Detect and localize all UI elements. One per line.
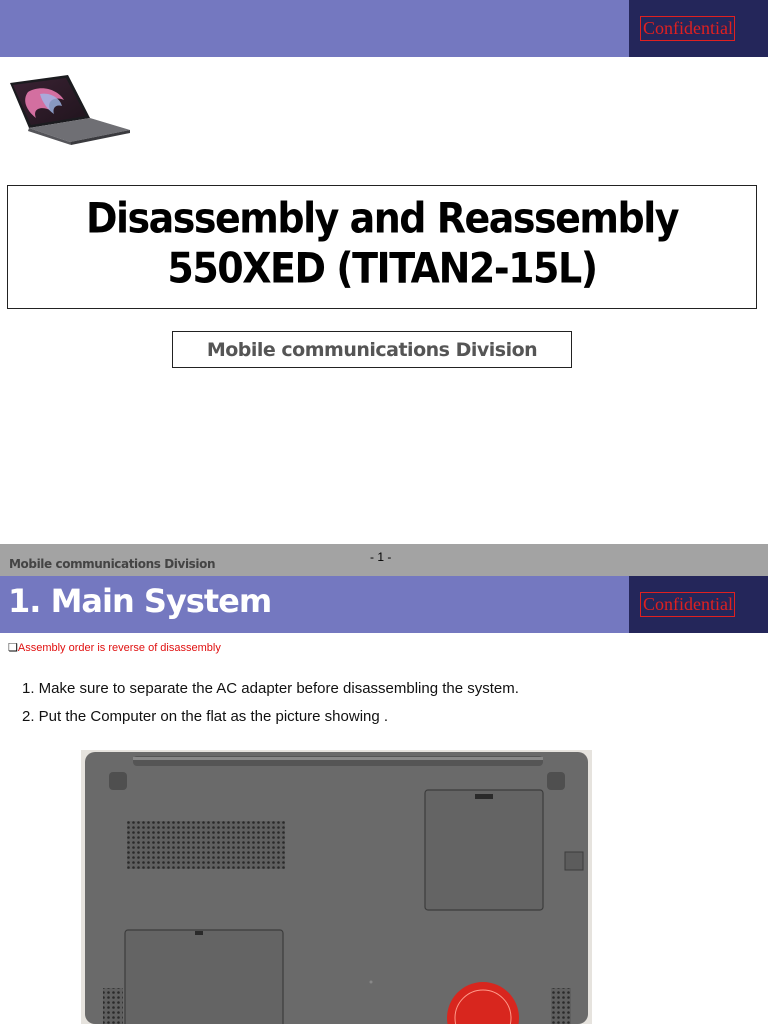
section-header-bar xyxy=(0,576,629,633)
confidential-label: Confidential xyxy=(640,16,735,41)
footer-division: Mobile communications Division xyxy=(9,557,216,571)
document-title: Disassembly and Reassembly xyxy=(85,193,679,243)
model-title: 550XED (TITAN2-15L) xyxy=(167,243,597,293)
section-title: 1. Main System xyxy=(8,582,272,620)
note-text: Assembly order is reverse of disassembly xyxy=(17,642,221,654)
step-list xyxy=(22,680,519,736)
confidential-badge-2 xyxy=(629,576,768,633)
confidential-label-2: Confidential xyxy=(640,592,735,617)
laptop-image xyxy=(6,72,132,148)
checkbox-bullet-icon: ❏ xyxy=(8,642,18,654)
assembly-note xyxy=(8,641,221,654)
laptop-bottom-photo xyxy=(81,750,592,1024)
header-bar xyxy=(0,0,629,57)
confidential-badge xyxy=(629,0,768,57)
step-item: 1. Make sure to separate the AC adapter before disassembling the system. xyxy=(22,680,519,697)
division-box xyxy=(172,331,572,368)
title-box xyxy=(7,185,757,309)
division-label: Mobile communications Division xyxy=(206,339,538,361)
step-item: 2. Put the Computer on the flat as the picture showing . xyxy=(22,708,389,725)
page-footer xyxy=(0,544,768,576)
page-number: - 1 - xyxy=(370,550,392,564)
